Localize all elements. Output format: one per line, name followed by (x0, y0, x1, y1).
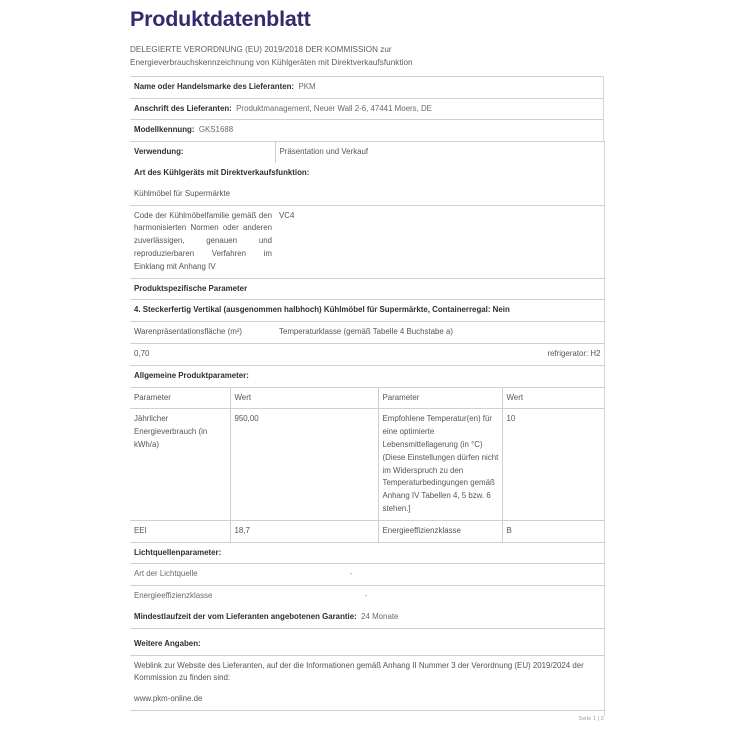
general-parameters-heading: Allgemeine Produktparameter: (130, 365, 604, 387)
family-code-label: Code der Kühlmöbelfamilie gemäß den harmonisierten Normen oder anderen zuverlässigen, genauen und reproduzierbaren Verfahren im Einklang mit Anhang IV (130, 205, 275, 277)
display-area-label: Warenpräsentationsfläche (m²) (130, 322, 275, 344)
light-class-value: - (364, 591, 368, 601)
usage-label: Verwendung: (130, 142, 275, 163)
usage-value: Präsentation und Verkauf (275, 142, 604, 163)
col-header-parameter-2: Parameter (378, 387, 502, 409)
display-area-value: 0,70 (130, 344, 275, 365)
light-source-table (130, 542, 605, 634)
light-source-heading: Lichtquellenparameter: (130, 542, 604, 564)
annual-energy-label: Jährlicher Energieverbrauch (in kWh/a) (130, 409, 230, 520)
family-code-value: VC4 (275, 205, 604, 277)
table-row-light-heading (130, 542, 604, 564)
table-row-general-headers (130, 387, 604, 409)
table-row-light-type (130, 564, 604, 586)
page-title: Produktdatenblatt (130, 7, 311, 31)
table-row-supplier-name (130, 76, 604, 98)
appliance-type-heading: Art des Kühlgeräts mit Direktverkaufsfunktion: (134, 168, 310, 178)
supplier-name-value: PKM (298, 81, 316, 91)
table-row (130, 409, 604, 520)
model-cell (130, 120, 604, 141)
usage-table (130, 141, 605, 277)
col-header-value-1: Wert (230, 387, 378, 409)
col-header-parameter-1: Parameter (130, 387, 230, 409)
supplier-address-cell (130, 98, 604, 120)
table-row-general-heading (130, 365, 604, 387)
table-row-weblink-text (130, 655, 604, 689)
energy-class-label: Energieeffizienzklasse (378, 520, 502, 541)
light-class-label: Energieeffizienzklasse (134, 591, 213, 601)
table-row-category (130, 300, 604, 322)
temperature-class-value: refrigerator: H2 (275, 344, 604, 365)
warranty-label: Mindestlaufzeit der vom Lieferanten angebotenen Garantie: (134, 611, 357, 621)
supplier-name-label: Name oder Handelsmarke des Lieferanten: (134, 81, 295, 91)
temperature-class-label: Temperaturklasse (gemäß Tabelle 4 Buchstabe a) (275, 322, 604, 344)
recommended-temperature-label: Empfohlene Temperatur(en) für eine optimierte Lebensmittellagerung (in °C) (Diese Einstellungen dürfen nicht im Widerspruch zu den Temperaturbedingungen gemäß Anhang IV Tabellen 4, 5 bzw. 6 stehen.] (378, 409, 502, 520)
appliance-type-value: Kühlmöbel für Supermärkte (134, 188, 231, 198)
model-label: Modellkennung: (134, 125, 195, 135)
regulation-subtitle-line1: DELEGIERTE VERORDNUNG (EU) 2019/2018 DER KOMMISSION zur (130, 44, 392, 54)
table-row-appliance-type-heading (130, 163, 604, 184)
table-row-supplier-address (130, 98, 604, 120)
table-row-product-specific-heading (130, 278, 604, 300)
product-specific-heading: Produktspezifische Parameter (130, 278, 604, 300)
general-parameters-table (130, 365, 605, 542)
table-row-area-values (130, 344, 604, 365)
table-row-appliance-type-value (130, 184, 604, 205)
supplier-table (130, 76, 604, 141)
product-category-line: 4. Steckerfertig Vertikal (ausgenommen halbhoch) Kühlmöbel für Supermärkte, Containerregal: Nein (130, 300, 604, 322)
table-row-usage (130, 142, 604, 163)
table-row-model (130, 120, 604, 141)
regulation-subtitle (130, 43, 604, 69)
table-row-warranty (130, 607, 604, 628)
weblink-description: Weblink zur Website des Lieferanten, auf der die Informationen gemäß Anhang II Nummer 3 der Verordnung (EU) 2019/2024 der Kommission zu finden sind: (130, 655, 604, 689)
col-header-value-2: Wert (502, 387, 604, 409)
supplier-address-label: Anschrift des Lieferanten: (134, 103, 232, 113)
eei-value: 18,7 (230, 520, 378, 541)
table-row-weblink-url (130, 689, 604, 710)
weblink-url[interactable]: www.pkm-online.de (134, 694, 203, 704)
table-row-area-headers (130, 322, 604, 344)
product-specific-table (130, 278, 605, 365)
datasheet-sheet (130, 0, 604, 716)
warranty-row (130, 607, 604, 628)
table-row-additional-heading (130, 634, 604, 655)
regulation-subtitle-line2: Energieverbrauchskennzeichnung von Kühlgeräten mit Direktverkaufsfunktion (130, 57, 413, 67)
table-row-light-class (130, 586, 604, 607)
warranty-value: 24 Monate (361, 611, 399, 621)
light-type-label: Art der Lichtquelle (134, 569, 198, 579)
light-type-row (130, 564, 604, 586)
light-class-row (130, 586, 604, 607)
light-type-value: - (349, 569, 353, 579)
additional-info-table (130, 634, 605, 716)
annual-energy-value: 950,00 (230, 409, 378, 520)
table-row-family-code (130, 205, 604, 277)
eei-label: EEI (130, 520, 230, 541)
page-footer: Seite 1 | 2 (578, 716, 604, 722)
table-row (130, 520, 604, 541)
model-value: GKS1688 (198, 125, 234, 135)
supplier-address-value: Produktmanagement, Neuer Wall 2-6, 47441 Moers, DE (236, 103, 432, 113)
supplier-name-cell (130, 76, 604, 98)
additional-heading: Weitere Angaben: (134, 638, 201, 648)
recommended-temperature-value: 10 (502, 409, 604, 520)
energy-class-value: B (502, 520, 604, 541)
